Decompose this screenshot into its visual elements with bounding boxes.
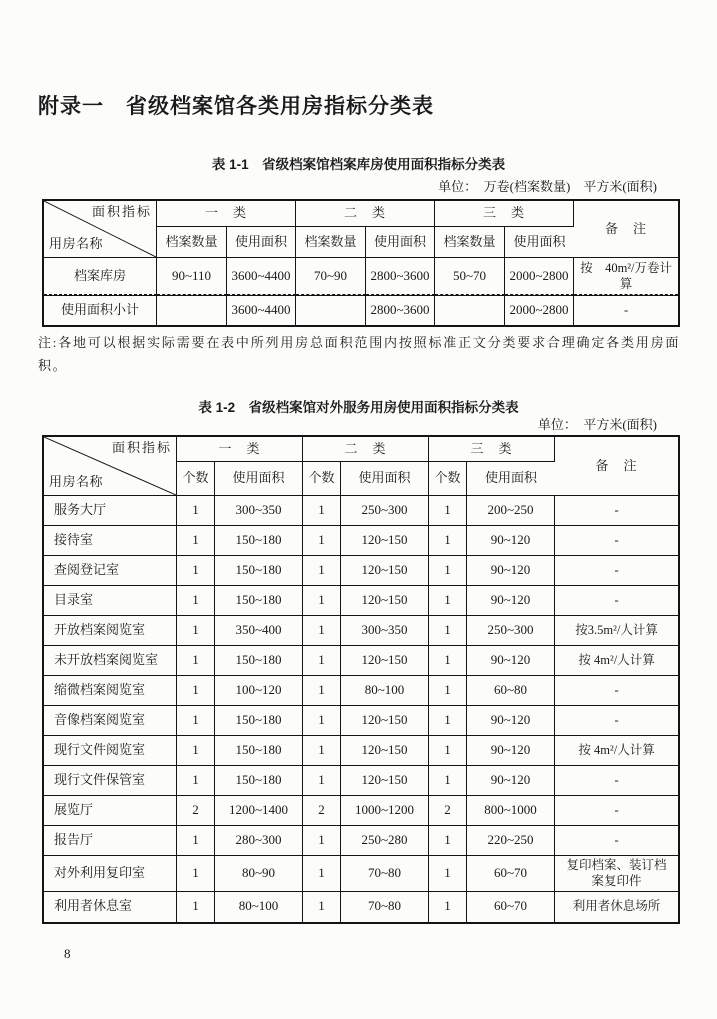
value-cell: 250~300: [341, 496, 429, 526]
value-cell: 1: [303, 646, 341, 676]
value-cell: 1: [303, 892, 341, 922]
table-row: [44, 586, 678, 616]
value-cell: 150~180: [215, 736, 303, 766]
table-row: [44, 736, 678, 766]
value-cell: 2800~3600: [366, 258, 435, 295]
table1-unit-line: 单位： 万卷(档案数量) 平方米(面积): [438, 179, 657, 194]
value-cell: 80~90: [215, 856, 303, 892]
corner-top-label: 面积指标: [111, 440, 172, 455]
value-cell: 60~70: [467, 892, 555, 922]
room-name-cell: 缩微档案阅览室: [44, 676, 177, 706]
sub-header-area: 使用面积: [215, 462, 303, 496]
value-cell: 1: [429, 856, 467, 892]
table-row: [44, 766, 678, 796]
remark-cell: -: [555, 496, 678, 526]
value-cell: 1: [303, 676, 341, 706]
sub-header-count: 个数: [177, 462, 215, 496]
room-name-cell: 未开放档案阅览室: [44, 646, 177, 676]
value-cell: 300~350: [215, 496, 303, 526]
value-cell: 120~150: [341, 646, 429, 676]
value-cell: 70~90: [296, 258, 366, 295]
value-cell: 120~150: [341, 706, 429, 736]
room-name-cell: 目录室: [44, 586, 177, 616]
table-row: [44, 706, 678, 736]
value-cell: 90~120: [467, 526, 555, 556]
value-cell: 120~150: [341, 586, 429, 616]
value-cell: 1: [177, 736, 215, 766]
value-cell: 300~350: [341, 616, 429, 646]
value-cell: 150~180: [215, 526, 303, 556]
value-cell: 50~70: [435, 258, 505, 295]
value-cell: 150~180: [215, 556, 303, 586]
value-cell: 1: [177, 526, 215, 556]
table2-body: [44, 496, 678, 922]
corner-top-label: 面积指标: [91, 204, 152, 219]
value-cell: 60~70: [467, 856, 555, 892]
room-name-cell: 音像档案阅览室: [44, 706, 177, 736]
value-cell: 1: [303, 556, 341, 586]
value-cell: 90~120: [467, 586, 555, 616]
page-title: 附录一 省级档案馆各类用房指标分类表: [38, 95, 434, 118]
value-cell: [157, 295, 227, 325]
value-cell: 1: [177, 646, 215, 676]
value-cell: 280~300: [215, 826, 303, 856]
value-cell: 200~250: [467, 496, 555, 526]
value-cell: 1: [429, 646, 467, 676]
value-cell: 1: [429, 496, 467, 526]
table-row: [44, 526, 678, 556]
value-cell: 100~120: [215, 676, 303, 706]
value-cell: 90~110: [157, 258, 227, 295]
value-cell: 1: [429, 526, 467, 556]
sub-header-area: 使用面积: [366, 227, 435, 258]
table2-caption: 表 1-2 省级档案馆对外服务用房使用面积指标分类表: [198, 400, 519, 415]
sub-header-area: 使用面积: [227, 227, 296, 258]
value-cell: 1: [177, 616, 215, 646]
group-header-row: [44, 201, 678, 227]
value-cell: 1: [429, 706, 467, 736]
remark-cell: 利用者休息场所: [572, 899, 661, 914]
value-cell: 1: [177, 856, 215, 892]
value-cell: 250~280: [341, 826, 429, 856]
value-cell: 1: [303, 736, 341, 766]
group-header-class3: 三 类: [429, 437, 555, 462]
value-cell: 3600~4400: [227, 258, 296, 295]
value-cell: 70~80: [341, 892, 429, 922]
value-cell: 1: [177, 766, 215, 796]
value-cell: 2: [177, 796, 215, 826]
value-cell: 120~150: [341, 556, 429, 586]
sub-header-area: 使用面积: [505, 227, 574, 258]
value-cell: 90~120: [467, 736, 555, 766]
value-cell: 350~400: [215, 616, 303, 646]
room-name-cell: 展览厅: [44, 796, 177, 826]
value-cell: 1: [303, 526, 341, 556]
remark-cell: -: [555, 556, 678, 586]
value-cell: 250~300: [467, 616, 555, 646]
table-row: [44, 796, 678, 826]
sub-header-count: 个数: [429, 462, 467, 496]
group-header-class1: 一 类: [157, 201, 296, 227]
table-row: [44, 646, 678, 676]
table-row: [44, 892, 678, 922]
value-cell: 1: [303, 826, 341, 856]
value-cell: 80~100: [215, 892, 303, 922]
table1-body: [44, 258, 678, 325]
table-row: [44, 676, 678, 706]
value-cell: 1: [303, 586, 341, 616]
table-public-service-rooms: [42, 435, 680, 924]
room-name-cell: 使用面积小计: [44, 295, 157, 325]
value-cell: 2000~2800: [505, 295, 574, 325]
remark-cell: -: [555, 766, 678, 796]
table-row: [44, 826, 678, 856]
remark-cell: 复印档案、装订档案复印件: [555, 856, 678, 892]
room-name-cell: 现行文件阅览室: [44, 736, 177, 766]
value-cell: 2800~3600: [366, 295, 435, 325]
remark-header-cell: 备 注: [574, 201, 678, 258]
value-cell: 3600~4400: [227, 295, 296, 325]
value-cell: 1: [177, 892, 215, 922]
sub-header-quantity: 档案数量: [296, 227, 366, 258]
value-cell: 1: [177, 556, 215, 586]
value-cell: 70~80: [341, 856, 429, 892]
sub-header-area: 使用面积: [341, 462, 429, 496]
sub-header-quantity: 档案数量: [435, 227, 505, 258]
group-header-class1: 一 类: [177, 437, 303, 462]
remark-cell: -: [555, 676, 678, 706]
remark-cell: -: [555, 526, 678, 556]
value-cell: 1: [429, 736, 467, 766]
group-header-class2: 二 类: [303, 437, 429, 462]
corner-header-cell: [44, 437, 177, 496]
value-cell: 1200~1400: [215, 796, 303, 826]
room-name-cell: 报告厅: [44, 826, 177, 856]
room-name-cell: 服务大厅: [44, 496, 177, 526]
remark-cell: 按 40m²/万卷计算: [574, 258, 678, 295]
value-cell: 1: [429, 826, 467, 856]
table2-unit-line: 单位： 平方米(面积): [537, 417, 657, 432]
value-cell: 150~180: [215, 766, 303, 796]
remark-cell: -: [574, 295, 678, 325]
value-cell: 90~120: [467, 766, 555, 796]
corner-bottom-label: 用房名称: [49, 474, 104, 490]
table-row: [44, 616, 678, 646]
page-number: 8: [64, 946, 71, 961]
value-cell: 80~100: [341, 676, 429, 706]
room-name-cell: 开放档案阅览室: [44, 616, 177, 646]
remark-cell: 按 4m²/人计算: [555, 736, 678, 766]
remark-cell: -: [555, 706, 678, 736]
value-cell: 2: [303, 796, 341, 826]
value-cell: 120~150: [341, 526, 429, 556]
value-cell: 1: [303, 496, 341, 526]
sub-header-quantity: 档案数量: [157, 227, 227, 258]
corner-bottom-label: 用房名称: [49, 236, 104, 252]
table-row: [44, 556, 678, 586]
sub-header-count: 个数: [303, 462, 341, 496]
room-name-cell: 对外利用复印室: [44, 856, 177, 892]
value-cell: 1: [429, 586, 467, 616]
room-name-cell: 利用者休息室: [44, 892, 177, 922]
value-cell: 60~80: [467, 676, 555, 706]
group-header-class3: 三 类: [435, 201, 574, 227]
value-cell: 1: [303, 856, 341, 892]
table1-note: 注:各地可以根据实际需要在表中所列用房总面积范围内按照标准正文分类要求合理确定各类用房面积。: [38, 335, 680, 373]
value-cell: 1: [429, 556, 467, 586]
value-cell: [296, 295, 366, 325]
value-cell: 2: [429, 796, 467, 826]
value-cell: 90~120: [467, 556, 555, 586]
value-cell: 150~180: [215, 586, 303, 616]
value-cell: 90~120: [467, 646, 555, 676]
remark-cell: -: [555, 796, 678, 826]
value-cell: 220~250: [467, 826, 555, 856]
value-cell: 1: [177, 496, 215, 526]
room-name-cell: 接待室: [44, 526, 177, 556]
table-row: [44, 258, 678, 295]
value-cell: [435, 295, 505, 325]
value-cell: 1: [429, 892, 467, 922]
table-archive-storage: [42, 199, 680, 327]
value-cell: 1: [177, 676, 215, 706]
value-cell: 90~120: [467, 706, 555, 736]
value-cell: 1: [303, 616, 341, 646]
group-header-row: [44, 437, 678, 462]
value-cell: 1: [429, 766, 467, 796]
value-cell: 1: [177, 826, 215, 856]
table-row: [44, 856, 678, 892]
room-name-cell: 档案库房: [44, 258, 157, 295]
sub-header-area: 使用面积: [467, 462, 555, 496]
value-cell: 150~180: [215, 706, 303, 736]
group-header-class2: 二 类: [296, 201, 435, 227]
room-name-cell: 查阅登记室: [44, 556, 177, 586]
remark-cell: 按 4m²/人计算: [555, 646, 678, 676]
table-row: [44, 496, 678, 526]
table-row: [44, 295, 678, 325]
remark-cell: -: [555, 826, 678, 856]
value-cell: 800~1000: [467, 796, 555, 826]
room-name-cell: 现行文件保管室: [44, 766, 177, 796]
remark-cell: -: [555, 586, 678, 616]
remark-header-cell: 备 注: [555, 437, 678, 496]
corner-header-cell: [44, 201, 157, 258]
remark-cell: 按3.5m²/人计算: [555, 616, 678, 646]
value-cell: 120~150: [341, 736, 429, 766]
value-cell: 120~150: [341, 766, 429, 796]
value-cell: 1: [429, 616, 467, 646]
value-cell: 1: [177, 586, 215, 616]
value-cell: 1: [303, 766, 341, 796]
value-cell: 1: [429, 676, 467, 706]
value-cell: 150~180: [215, 646, 303, 676]
value-cell: 1: [303, 706, 341, 736]
value-cell: 1: [177, 706, 215, 736]
value-cell: 2000~2800: [505, 258, 574, 295]
value-cell: 1000~1200: [341, 796, 429, 826]
table1-caption: 表 1-1 省级档案馆档案库房使用面积指标分类表: [211, 157, 506, 172]
